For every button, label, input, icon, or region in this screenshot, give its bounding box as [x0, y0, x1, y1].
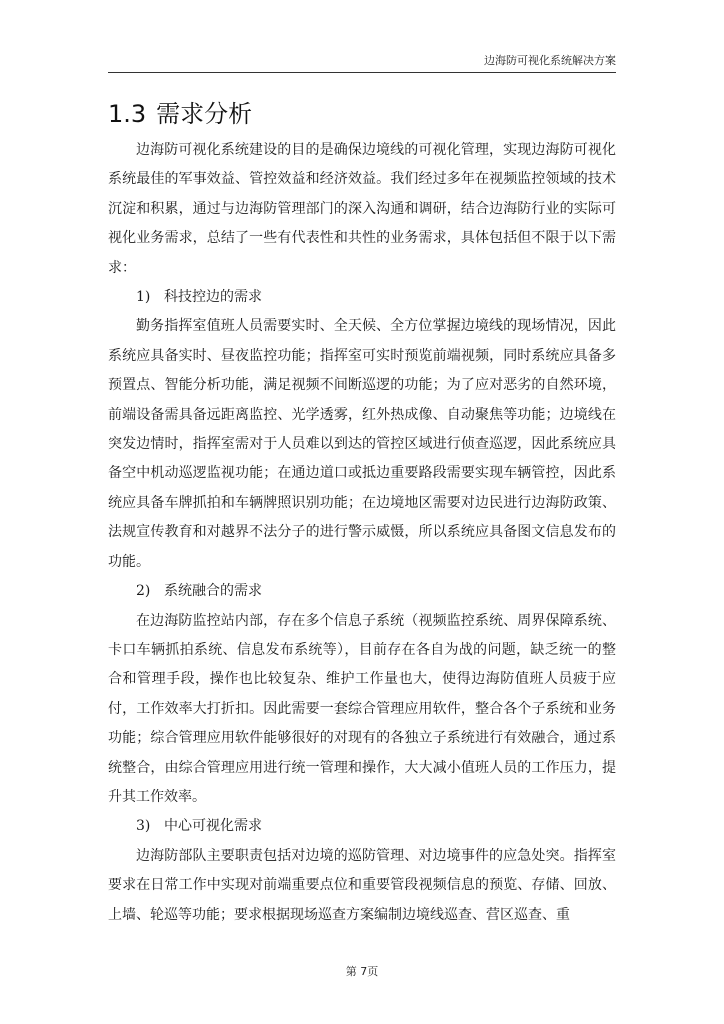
subsection-paragraph: 勤务指挥室值班人员需要实时、全天候、全方位掌握边境线的现场情况，因此系统应具备实时、昼夜监控功能；指挥室可实时预览前端视频，同时系统应具备多预置点、智能分析功能，满足视频不间断巡逻的功能；为了应对恶劣的自然环境，前端设备需具备远距离监控、光学透雾，红外热成像、自动聚焦等功能；边境线在突发边情时，指挥室需对于人员难以到达的管控区域进行侦查巡逻，因此系统应具备空中机动巡逻监视功能；在通边道口或抵边重要路段需要实现车辆管控，因此系统应具备车牌抓拍和车辆牌照识别功能；在边境地区需要对边民进行边海防政策、法规宣传教育和对越界不法分子的进行警示威慑，所以系统应具备图文信息发布的功能。 [108, 318, 616, 570]
subsection-paragraph: 边海防部队主要职责包括对边境的巡防管理、对边境事件的应急处突。指挥室要求在日常工作中实现对前端重要点位和重要管段视频信息的预览、存储、回放、上墙、轮巡等功能；要求根据现场巡查方案编制边境线巡查、营区巡查、重 [108, 847, 616, 923]
subsection-heading [108, 283, 616, 312]
body-content [108, 136, 616, 930]
subsection-title: 中心可视化需求 [164, 818, 262, 835]
page-number: 第 7页 [345, 965, 379, 978]
intro-paragraph: 边海防可视化系统建设的目的是确保边境线的可视化管理，实现边海防可视化系统最佳的军事效益、管控效益和经济效益。我们经过多年在视频监控领域的技术沉淀和积累，通过与边海防管理部门的深入沟通和调研，结合边海防行业的实际可视化业务需求，总结了一些有代表性和共性的业务需求，具体包括但不限于以下需求： [108, 142, 616, 276]
subsection-title: 系统融合的需求 [164, 583, 262, 600]
section-title: 需求分析 [156, 100, 253, 128]
subsection-heading [108, 577, 616, 606]
subsection-number: 1) [136, 289, 151, 306]
subsection-number: 3) [136, 818, 151, 835]
section-heading [108, 94, 252, 129]
section-number: 1.3 [108, 100, 147, 128]
subsection-paragraph: 在边海防监控站内部，存在多个信息子系统（视频监控系统、周界保障系统、卡口车辆抓拍系统、信息发布系统等），目前存在各自为战的问题，缺乏统一的整合和管理手段，操作也比较复杂、维护工作量也大，使得边海防值班人员疲于应付，工作效率大打折扣。因此需要一套综合管理应用软件，整合各个子系统和业务功能；综合管理应用软件能够很好的对现有的各独立子系统进行有效融合，通过系统整合，由综合管理应用进行统一管理和操作，大大减小值班人员的工作压力，提升其工作效率。 [108, 612, 616, 805]
subsection-number: 2) [136, 583, 151, 600]
subsection-heading [108, 812, 616, 841]
header-divider [108, 72, 616, 73]
page-header-title: 边海防可视化系统解决方案 [484, 54, 616, 67]
subsection-title: 科技控边的需求 [164, 289, 262, 306]
